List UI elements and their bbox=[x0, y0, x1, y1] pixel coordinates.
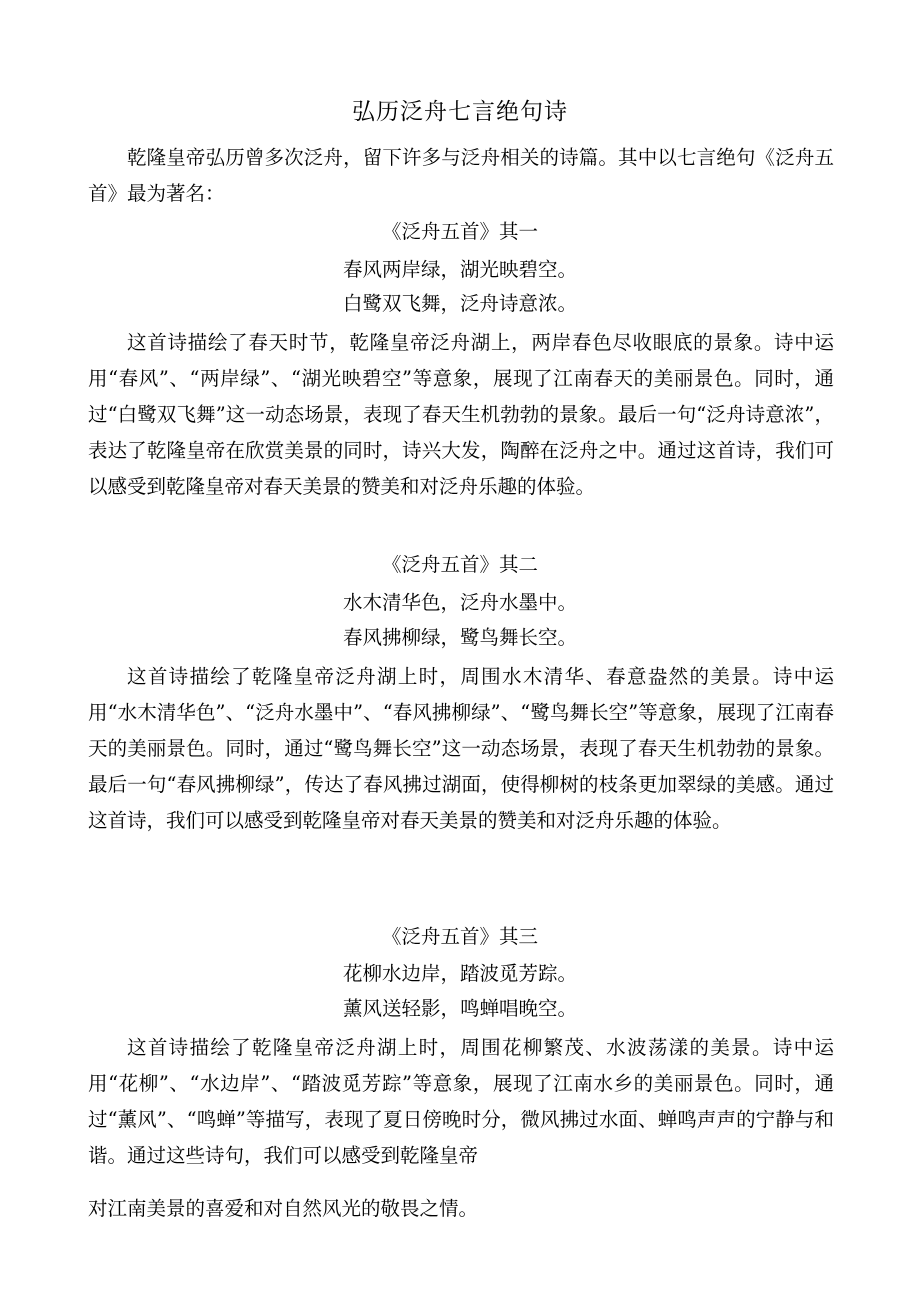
poem-1-line-1: 春风两岸绿，湖光映碧空。 bbox=[342, 258, 577, 281]
intro-paragraph: 乾隆皇帝弘历曾多次泛舟，留下许多与泛舟相关的诗篇。其中以七言绝句《泛舟五首》最为著名： bbox=[88, 146, 834, 205]
poem-1-commentary: 这首诗描绘了春天时节，乾隆皇帝泛舟湖上，两岸春色尽收眼底的景象。诗中运用“春风”、“两岸绿”、“湖光映碧空”等意象，展现了江南春天的美丽景色。同时，通过“白鹭双飞舞”这一动态场景，表现了春天生机勃勃的景象。最后一句“泛舟诗意浓”，表达了乾隆皇帝在欣赏美景的同时，诗兴大发，陶醉在泛舟之中。通过这首诗，我们可以感受到乾隆皇帝对春天美景的赞美和对泛舟乐趣的体验。 bbox=[88, 331, 834, 498]
poem-3-line-1: 花柳水边岸，踏波觅芳踪。 bbox=[342, 962, 577, 985]
poem-2-line-2: 春风拂柳绿，鹭鸟舞长空。 bbox=[342, 626, 577, 649]
closing-line: 对江南美景的喜爱和对自然风光的敬畏之情。 bbox=[88, 1197, 479, 1220]
poem-2-heading: 《泛舟五首》其二 bbox=[381, 553, 538, 576]
poem-1-line-2: 白鹭双飞舞，泛舟诗意浓。 bbox=[342, 292, 577, 315]
poem-3-line-2: 薰风送轻影，鸣蝉唱晚空。 bbox=[342, 997, 577, 1020]
poem-2-line-1: 水木清华色，泛舟水墨中。 bbox=[342, 591, 577, 614]
document-title: 弘历泛舟七言绝句诗 bbox=[352, 99, 568, 125]
poem-2-commentary: 这首诗描绘了乾隆皇帝泛舟湖上时，周围水木清华、春意盎然的美景。诗中运用“水木清华色”、“泛舟水墨中”、“春风拂柳绿”、“鹭鸟舞长空”等意象，展现了江南春天的美丽景色。同时，通过“鹭鸟舞长空”这一动态场景，表现了春天生机勃勃的景象。最后一句“春风拂柳绿”，传达了春风拂过湖面，使得柳树的枝条更加翠绿的美感。通过这首诗，我们可以感受到乾隆皇帝对春天美景的赞美和对泛舟乐趣的体验。 bbox=[88, 665, 834, 832]
poem-3-commentary: 这首诗描绘了乾隆皇帝泛舟湖上时，周围花柳繁茂、水波荡漾的美景。诗中运用“花柳”、“水边岸”、“踏波觅芳踪”等意象，展现了江南水乡的美丽景色。同时，通过“薰风”、“鸣蝉”等描写，表现了夏日傍晚时分，微风拂过水面、蝉鸣声声的宁静与和谐。通过这些诗句，我们可以感受到乾隆皇帝 bbox=[88, 1036, 834, 1167]
poem-1-heading: 《泛舟五首》其一 bbox=[381, 220, 538, 243]
poem-3-heading: 《泛舟五首》其三 bbox=[381, 925, 538, 948]
